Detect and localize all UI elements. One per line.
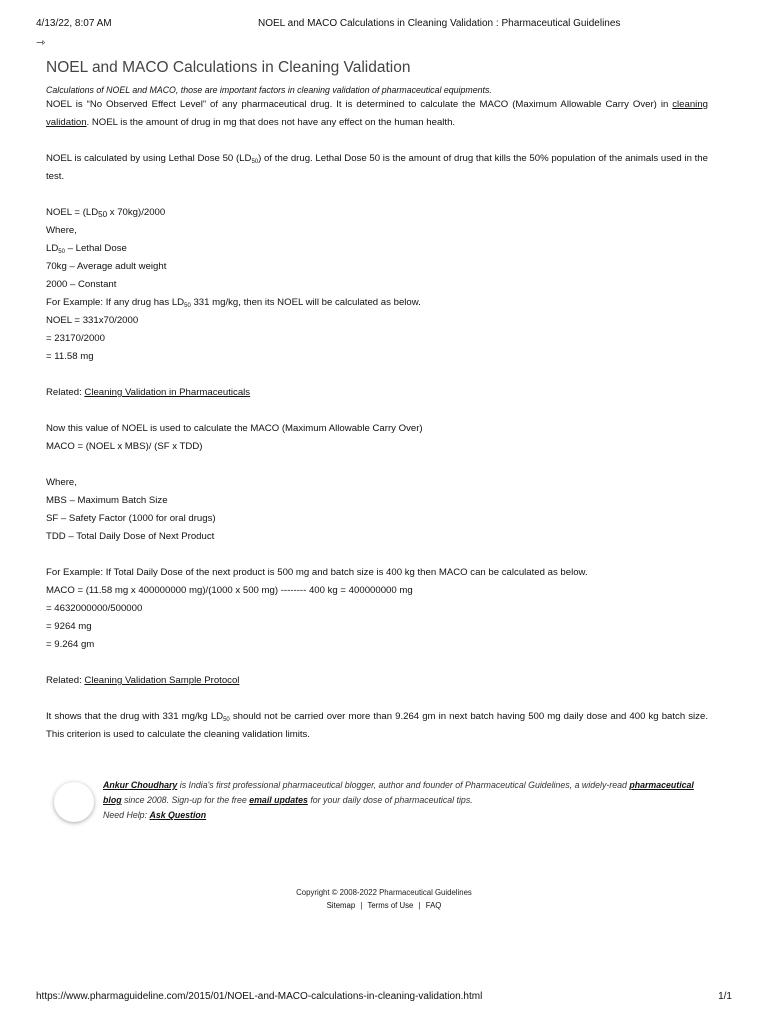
author-name: Ankur Choudhary bbox=[103, 780, 178, 790]
paragraph-noel-definition bbox=[46, 96, 708, 132]
text: should not be carried over more than 9.264 gm in next batch having 500 mg daily dose and 400 kg batch size. This criterion is used to calculate the cleaning validation limits. bbox=[46, 711, 708, 740]
separator: | bbox=[418, 901, 421, 910]
text: is India's first professional pharmaceutical blogger, author and founder of Pharmaceutical Guidelines, a widely-read bbox=[177, 780, 630, 790]
print-url: https://www.pharmaguideline.com/2015/01/NOEL-and-MACO-calculations-in-cleaning-validation.html bbox=[36, 991, 483, 1002]
text: . NOEL is the amount of drug in mg that does not have any effect on the human health. bbox=[86, 117, 456, 128]
print-page-number: 1/1 bbox=[718, 991, 732, 1002]
text: – Lethal Dose bbox=[64, 243, 127, 254]
related-label: Related: bbox=[46, 675, 85, 686]
noel-formula bbox=[46, 204, 708, 222]
subscript: 50 bbox=[98, 210, 108, 219]
faq-link[interactable]: FAQ bbox=[425, 901, 442, 910]
subscript: 50 bbox=[223, 717, 230, 723]
blog-link-label: pharmaceutical blog bbox=[103, 780, 694, 805]
subscript: 50 bbox=[58, 249, 65, 255]
paragraph-ld50 bbox=[46, 150, 708, 186]
related-links bbox=[46, 384, 708, 402]
maco-calc-step: = 9264 mg bbox=[46, 621, 92, 632]
tdd-definition: TDD – Total Daily Dose of Next Product bbox=[46, 531, 215, 542]
text: LD bbox=[46, 243, 59, 254]
text: ) of the drug. Lethal Dose 50 is the amount of drug that kills the 50% population of the animals used in the test. bbox=[46, 153, 708, 182]
article-intro: Calculations of NOEL and MACO, those are important factors in cleaning validation of pharmaceutical equipments. bbox=[46, 85, 492, 95]
text: NOEL is calculated by using Lethal Dose 50 (LD bbox=[46, 153, 252, 164]
terms-of-use-link[interactable]: Terms of Use bbox=[367, 901, 414, 910]
ld50-definition bbox=[46, 240, 708, 258]
article-title: NOEL and MACO Calculations in Cleaning Validation bbox=[46, 59, 411, 76]
author-name-link[interactable] bbox=[103, 780, 177, 790]
text: NOEL = (LD bbox=[46, 207, 99, 218]
maco-formula: MACO = (NOEL x MBS)/ (SF x TDD) bbox=[46, 441, 203, 452]
text: NOEL is “No Observed Effect Level” of any pharmaceutical drug. It is determined to calculate the MACO (Maximum Allowable Carry Over) in bbox=[46, 99, 673, 110]
sitemap-link[interactable]: Sitemap bbox=[326, 901, 356, 910]
separator: | bbox=[360, 901, 363, 910]
where-label: Where, bbox=[46, 225, 77, 236]
related-links bbox=[46, 672, 708, 690]
weight-definition: 70kg – Average adult weight bbox=[46, 261, 167, 272]
where-label: Where, bbox=[46, 477, 77, 488]
noel-example bbox=[46, 294, 708, 312]
author-bio bbox=[103, 778, 703, 823]
link-cleaning-validation-sample-protocol[interactable]: Cleaning Validation Sample Protocol bbox=[84, 675, 240, 686]
help-label: Need Help: bbox=[103, 810, 150, 820]
print-page-title: NOEL and MACO Calculations in Cleaning Validation : Pharmaceutical Guidelines bbox=[258, 18, 621, 29]
noel-calc-step: NOEL = 331x70/2000 bbox=[46, 315, 139, 326]
avatar bbox=[54, 782, 94, 822]
maco-calc-step: = 9.264 gm bbox=[46, 639, 95, 650]
conclusion-paragraph bbox=[46, 708, 708, 744]
email-updates-link[interactable] bbox=[249, 795, 308, 805]
sf-definition: SF – Safety Factor (1000 for oral drugs) bbox=[46, 513, 216, 524]
site-footer bbox=[0, 886, 768, 912]
email-link-label: email updates bbox=[249, 795, 308, 805]
maco-calc-step: = 4632000000/500000 bbox=[46, 603, 143, 614]
arrow-icon: ⇾ bbox=[36, 37, 46, 49]
maco-calc-step: MACO = (11.58 mg x 400000000 mg)/(1000 x 500 mg) -------- 400 kg = 400000000 mg bbox=[46, 585, 413, 596]
copyright-text: Copyright © 2008-2022 Pharmaceutical Guidelines bbox=[296, 888, 472, 897]
noel-calc-step: = 23170/2000 bbox=[46, 333, 105, 344]
ask-question-link[interactable] bbox=[149, 810, 206, 820]
footer-links bbox=[0, 899, 768, 912]
maco-example: For Example: If Total Daily Dose of the next product is 500 mg and batch size is 400 kg then MACO can be calculated as below. bbox=[46, 567, 588, 578]
link-cleaning-validation[interactable]: cleaning validation bbox=[46, 99, 708, 128]
subscript: 50 bbox=[251, 159, 259, 165]
noel-calc-step: = 11.58 mg bbox=[46, 351, 94, 362]
subscript: 50 bbox=[184, 303, 191, 309]
link-cleaning-validation-pharmaceuticals[interactable]: Cleaning Validation in Pharmaceuticals bbox=[84, 387, 251, 398]
ask-question-label: Ask Question bbox=[149, 810, 207, 820]
text: 331 mg/kg, then its NOEL will be calculated as below. bbox=[190, 297, 421, 308]
maco-intro: Now this value of NOEL is used to calculate the MACO (Maximum Allowable Carry Over) bbox=[46, 423, 423, 434]
mbs-definition: MBS – Maximum Batch Size bbox=[46, 495, 168, 506]
article-body bbox=[46, 84, 708, 744]
related-label: Related: bbox=[46, 387, 85, 398]
text: x 70kg)/2000 bbox=[107, 207, 166, 218]
print-date: 4/13/22, 8:07 AM bbox=[36, 18, 112, 29]
text: For Example: If any drug has LD bbox=[46, 297, 185, 308]
constant-definition: 2000 – Constant bbox=[46, 279, 117, 290]
text: for your daily dose of pharmaceutical tips. bbox=[307, 795, 473, 805]
text: It shows that the drug with 331 mg/kg LD bbox=[46, 711, 224, 722]
text: since 2008. Sign-up for the free bbox=[121, 795, 250, 805]
